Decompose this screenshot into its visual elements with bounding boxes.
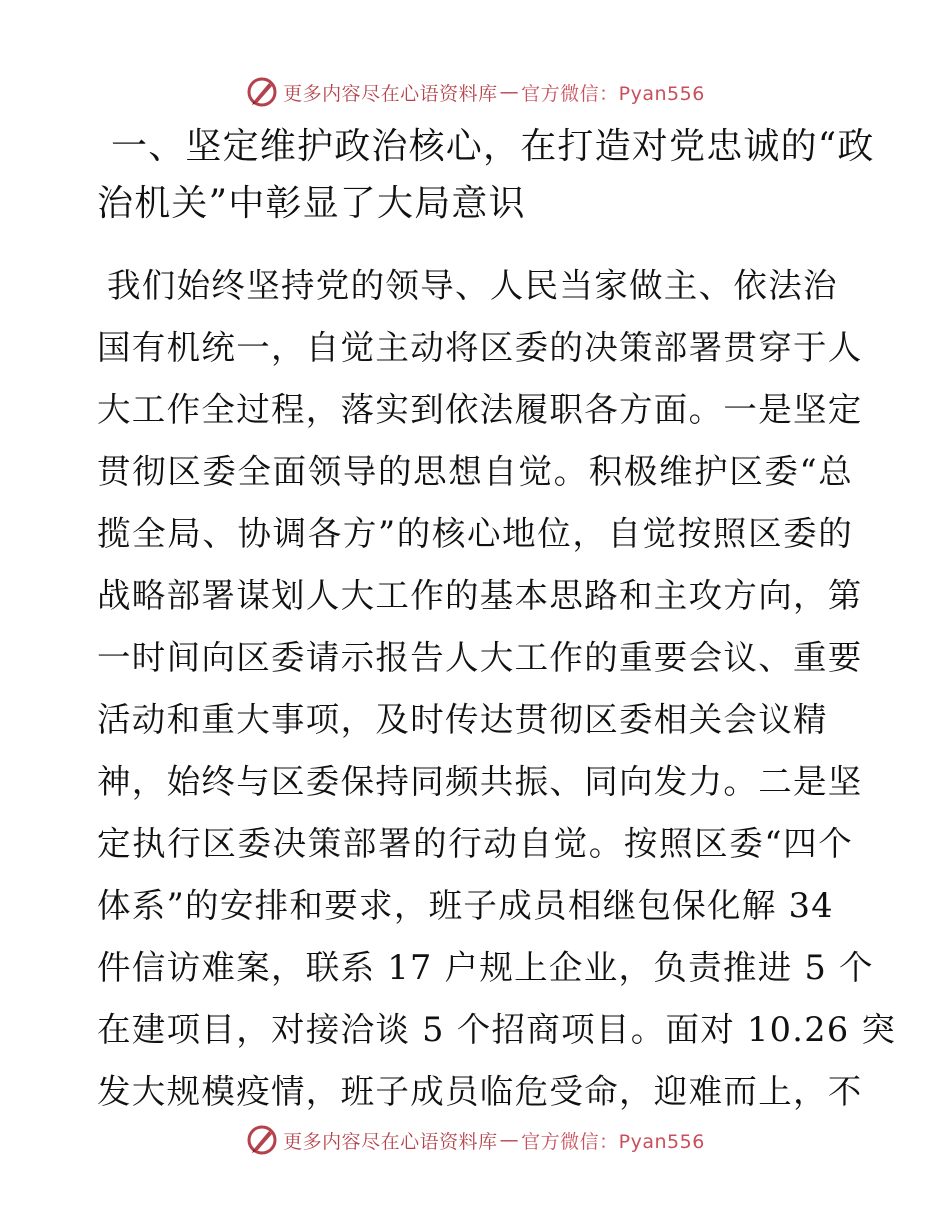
body-line: 定执行区委决策部署的行动自觉。按照区委“四个 [97,824,853,863]
banner-wechat: 官方微信：Pyan556 [521,1130,705,1153]
body-line: 大工作全过程，落实到依法履职各方面。一是坚定 [97,390,863,429]
section-heading [97,118,875,232]
body-line: 贯彻区委全面领导的思想自觉。积极维护区委“总 [97,452,853,491]
banner-wechat: 官方微信：Pyan556 [521,82,705,105]
body-line: 体系”的安排和要求，班子成员相继包保化解 34 [97,886,834,925]
body-line: 件信访难案，联系 17 户规上企业，负责推进 5 个 [97,948,874,987]
banner-separator: — [499,81,520,103]
banner-text: 更多内容尽在心语资料库 [283,82,498,105]
body-line: 我们始终坚持党的领导、人民当家做主、依法治 [107,266,838,305]
body-line: 一时间向区委请示报告人大工作的重要会议、重要 [97,638,863,677]
pen-logo-icon [245,1123,279,1157]
body-line: 战略部署谋划人大工作的基本思路和主攻方向，第 [97,576,863,615]
footer-banner [0,1120,950,1160]
body-paragraph [97,255,897,1123]
body-line: 发大规模疫情，班子成员临危受命，迎难而上，不 [97,1072,863,1111]
body-line: 神，始终与区委保持同频共振、同向发力。二是坚 [97,762,863,801]
header-banner [0,72,950,112]
body-line: 国有机统一，自觉主动将区委的决策部署贯穿于人 [97,328,863,367]
pen-logo-icon [245,75,279,109]
banner-separator: — [499,1129,520,1151]
body-line: 活动和重大事项，及时传达贯彻区委相关会议精 [97,700,828,739]
body-line: 揽全局、协调各方”的核心地位，自觉按照区委的 [97,514,853,553]
heading-line: 治机关”中彰显了大局意识 [97,183,526,224]
banner-text: 更多内容尽在心语资料库 [283,1130,498,1153]
heading-line: 一、坚定维护政治核心，在打造对党忠诚的“政 [111,126,875,167]
document-page [97,118,897,1123]
body-line: 在建项目，对接洽谈 5 个招商项目。面对 10.26 突 [97,1010,897,1049]
